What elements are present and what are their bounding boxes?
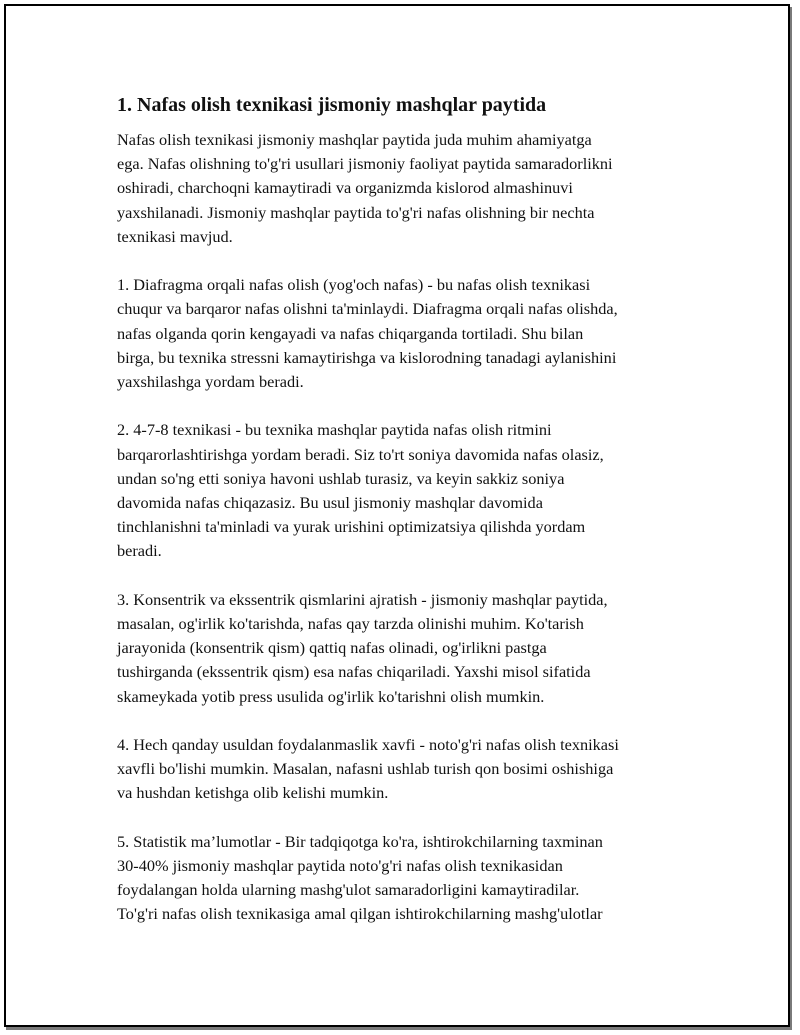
text-line: birga, bu texnika stressni kamaytirishga va kislorodning tanadagi aylanishini [117, 347, 617, 367]
text-line: yaxshilashga yordam beradi. [117, 372, 304, 392]
text-line: xavfli bo'lishi mumkin. Masalan, nafasni ushlab turish qon bosimi oshishiga [117, 759, 614, 779]
text-line: tushirganda (ekssentrik qism) esa nafas chiqariladi. Yaxshi misol sifatida [117, 662, 591, 682]
text-line: To'g'ri nafas olish texnikasiga amal qilgan ishtirokchilarning mashg'ulotlar [117, 904, 603, 924]
text-line: undan so'ng etti soniya havoni ushlab turasiz, va keyin sakkiz soniya [117, 468, 565, 488]
text-line: va hushdan ketishga olib kelishi mumkin. [117, 783, 389, 803]
text-line: jarayonida (konsentrik qism) qattiq nafas olinadi, og'irlikni pastga [117, 638, 547, 658]
text-line: beradi. [117, 541, 162, 561]
paragraph-item-2 [117, 418, 697, 563]
text-line: barqarorlashtirishga yordam beradi. Siz to'rt soniya davomida nafas olasiz, [117, 444, 604, 464]
text-line: oshiradi, charchoqni kamaytiradi va organizmda kislorod almashinuvi [117, 178, 573, 198]
paragraph-item-4 [117, 733, 697, 806]
text-line: tinchlanishni ta'minladi va yurak urishini optimizatsiya qilishda yordam [117, 517, 586, 537]
text-line: 30-40% jismoniy mashqlar paytida noto'g'ri nafas olish texnikasidan [117, 856, 563, 876]
text-line: 1. Diafragma orqali nafas olish (yog'och nafas) - bu nafas olish texnikasi [117, 275, 591, 295]
section-heading: 1. Nafas olish texnikasi jismoniy mashqlar paytida [117, 94, 547, 116]
paragraph-item-3 [117, 588, 697, 709]
paragraph-intro [117, 128, 697, 249]
paragraph-item-5 [117, 830, 697, 927]
text-line: 3. Konsentrik va ekssentrik qismlarini ajratish - jismoniy mashqlar paytida, [117, 589, 608, 609]
text-line: chuqur va barqaror nafas olishni ta'minlaydi. Diafragma orqali nafas olishda, [117, 299, 618, 319]
text-line: foydalangan holda ularning mashg'ulot samaradorligini kamaytiradilar. [117, 880, 580, 900]
text-line: skameykada yotib press usulida og'irlik ko'tarishni olish mumkin. [117, 686, 545, 706]
text-line: yaxshilanadi. Jismoniy mashqlar paytida to'g'ri nafas olishning bir nechta [117, 202, 595, 222]
text-line: 4. Hech qanday usuldan foydalanmaslik xavfi - noto'g'ri nafas olish texnikasi [117, 735, 619, 755]
document-body [117, 92, 697, 951]
text-line: davomida nafas chiqazasiz. Bu usul jismoniy mashqlar davomida [117, 493, 543, 513]
paragraph-item-1 [117, 273, 697, 394]
text-line: 5. Statistik ma’lumotlar - Bir tadqiqotga ko'ra, ishtirokchilarning taxminan [117, 831, 603, 851]
text-line: Nafas olish texnikasi jismoniy mashqlar paytida juda muhim ahamiyatga [117, 130, 592, 149]
text-line: texnikasi mavjud. [117, 226, 233, 246]
text-line: nafas olganda qorin kengayadi va nafas chiqarganda tortiladi. Shu bilan [117, 323, 584, 343]
text-line: masalan, og'irlik ko'tarishda, nafas qay tarzda olinishi muhim. Ko'tarish [117, 614, 584, 634]
text-line: ega. Nafas olishning to'g'ri usullari jismoniy faoliyat paytida samaradorlikni [117, 154, 613, 174]
text-line: 2. 4-7-8 texnikasi - bu texnika mashqlar paytida nafas olish ritmini [117, 420, 552, 440]
